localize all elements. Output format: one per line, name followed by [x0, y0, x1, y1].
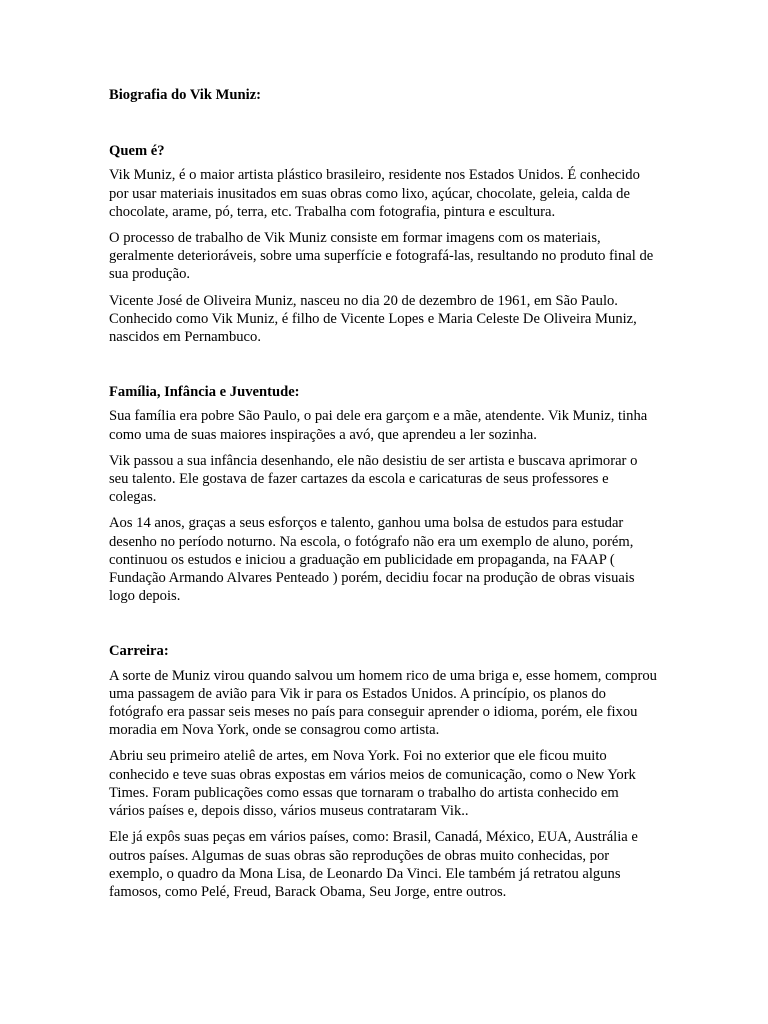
paragraph: Ele já expôs suas peças em vários países, como: Brasil, Canadá, México, EUA, Austrália e outros países. Algumas de suas obras são reproduções de obras muito conhecidas, por exemplo, o quadro da Mona Lisa, de Leonardo Da Vinci. Ele também já retratou alguns famosos, como Pelé, Freud, Barack Obama, Seu Jorge, entre outros. [109, 829, 638, 900]
section-familia [109, 383, 657, 605]
spacer [109, 104, 657, 142]
spacer [109, 613, 657, 642]
paragraph: Vik Muniz, é o maior artista plástico brasileiro, residente nos Estados Unidos. É conhecido por usar materiais inusitados em suas obras como lixo, açúcar, chocolate, geleia, calda de chocolate, arame, pó, terra, etc. Trabalha com fotografia, pintura e escultura. [109, 167, 640, 220]
paragraph: Aos 14 anos, graças a seus esforços e talento, ganhou uma bolsa de estudos para estudar desenho no período noturno. Na escola, o fotógrafo não era um exemplo de aluno, porém, continuou os estudos e iniciou a graduação em publicidade em propaganda, na FAAP ( Fundação Armando Alvares Penteado ) porém, decidiu focar na produção de obras visuais logo depois. [109, 515, 635, 605]
section-quem-e [109, 142, 657, 346]
paragraph: Vik passou a sua infância desenhando, ele não desistiu de ser artista e buscava aprimorar o seu talento. Ele gostava de fazer cartazes da escola e caricaturas de seus professores e colegas. [109, 452, 638, 506]
document-page [109, 86, 657, 909]
spacer [109, 354, 657, 383]
section-heading: Carreira: [109, 643, 169, 660]
section-heading: Família, Infância e Juventude: [109, 384, 300, 401]
document-title: Biografia do Vik Muniz: [109, 87, 262, 103]
paragraph: A sorte de Muniz virou quando salvou um homem rico de uma briga e, esse homem, comprou uma passagem de avião para Vik ir para os Estados Unidos. A princípio, os planos do fotógrafo era passar seis meses no país para conseguir aprender o idioma, porém, ele fixou moradia em Nova York, onde se consagrou como artista. [109, 667, 657, 739]
paragraph: O processo de trabalho de Vik Muniz consiste em formar imagens com os materiais, geralmente deterioráveis, sobre uma superfície e fotografá-las, resultando no produto final de sua produção. [109, 230, 654, 283]
paragraph: Vicente José de Oliveira Muniz, nasceu no dia 20 de dezembro de 1961, em São Paulo. Conhecido como Vik Muniz, é filho de Vicente Lopes e Maria Celeste De Oliveira Muniz, nascidos em Pernambuco. [109, 292, 637, 346]
paragraph: Abriu seu primeiro ateliê de artes, em Nova York. Foi no exterior que ele ficou muito conhecido e teve suas obras expostas em vários meios de comunicação, como o New York Times. Foram publicações como essas que tornaram o trabalho do artista conhecido em vários países e, depois disso, vários museus contrataram Vik.. [109, 748, 636, 820]
paragraph: Sua família era pobre São Paulo, o pai dele era garçom e a mãe, atendente. Vik Muniz, tinha como uma de suas maiores inspirações a avó, que aprendeu a ler sozinha. [109, 408, 648, 443]
section-carreira [109, 642, 657, 901]
section-heading: Quem é? [109, 143, 165, 160]
